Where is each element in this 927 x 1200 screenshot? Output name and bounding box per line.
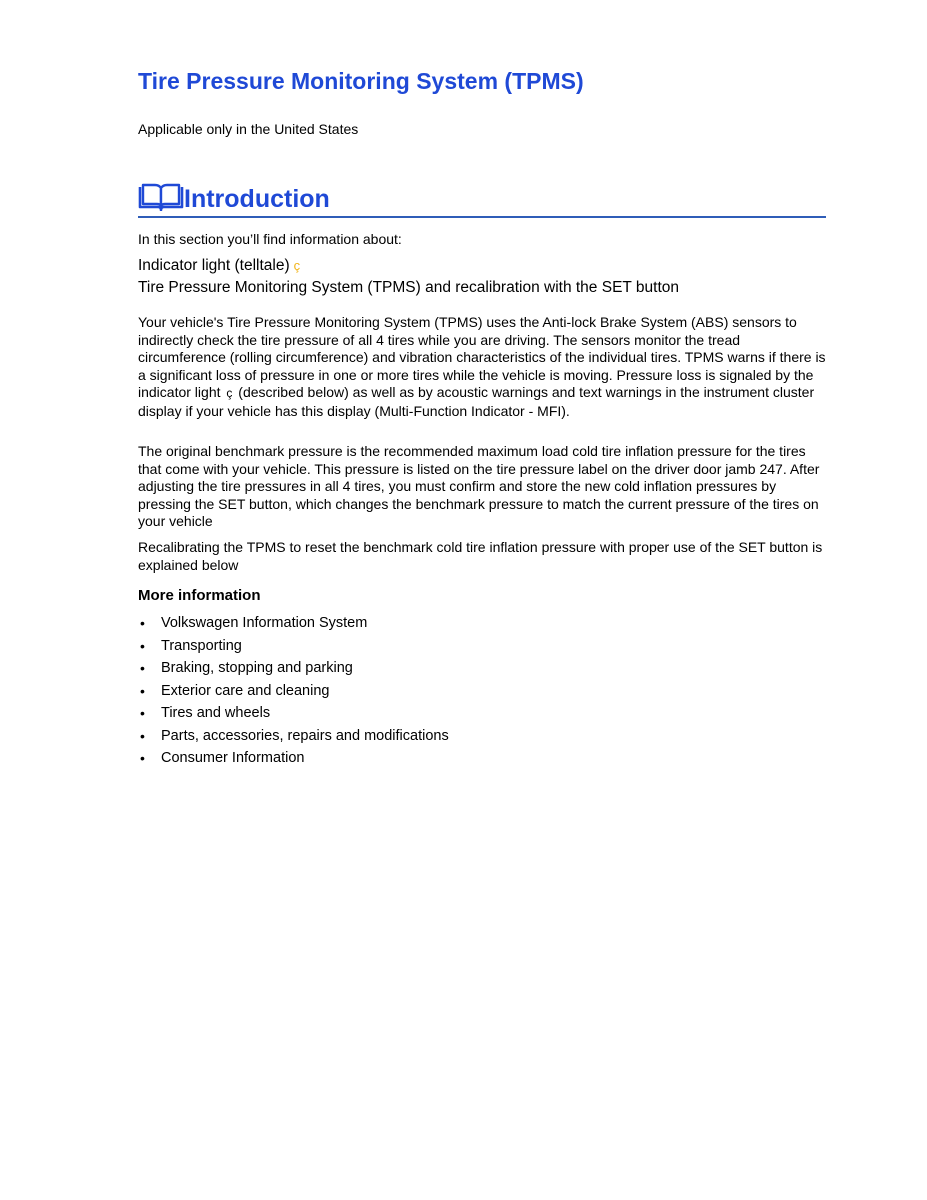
book-icon xyxy=(138,183,184,211)
tpms-warning-icon: ç xyxy=(293,258,301,273)
bullet: • xyxy=(140,637,145,654)
more-info-item-braking[interactable] xyxy=(138,659,449,682)
topic-link-indicator-light[interactable] xyxy=(138,257,300,275)
applicability-note: Applicable only in the United States xyxy=(138,121,359,137)
section-heading-text: Introduction xyxy=(184,185,330,213)
list-item-label: Tires and wheels xyxy=(161,705,271,721)
more-information-list xyxy=(138,614,449,772)
topic-link-tpms-recalibration[interactable] xyxy=(138,279,679,297)
more-info-item-exterior-care[interactable] xyxy=(138,682,449,705)
list-item-label: Consumer Information xyxy=(161,750,305,766)
bullet: • xyxy=(140,682,145,699)
intro-lead-text: In this section you’ll find information about: xyxy=(138,231,402,247)
section-heading-introduction xyxy=(138,180,826,218)
list-item-label: Exterior care and cleaning xyxy=(161,682,330,699)
paragraph-recalibration: Recalibrating the TPMS to reset the benchmark cold tire inflation pressure with proper use of the SET button is explained below xyxy=(138,539,823,573)
bullet: • xyxy=(140,705,145,721)
bullet: • xyxy=(140,727,145,744)
list-item-label: Braking, stopping and parking xyxy=(161,660,353,676)
topic-label: Tire Pressure Monitoring System (TPMS) and recalibration with the SET button xyxy=(138,279,679,296)
topic-label: Indicator light (telltale) xyxy=(138,257,290,274)
list-item-label: Transporting xyxy=(161,637,242,654)
more-information-heading: More information xyxy=(138,587,261,604)
list-item-label: Parts, accessories, repairs and modifications xyxy=(161,727,449,744)
paragraph-tpms-overview xyxy=(138,314,828,420)
list-item-label: Volkswagen Information System xyxy=(161,615,368,631)
more-info-item-volkswagen-information-system[interactable] xyxy=(138,614,449,637)
paragraph-benchmark-pressure: The original benchmark pressure is the recommended maximum load cold tire inflation pressure for the tires that come with your vehicle. This pressure is listed on the tire pressure label on the driver door jamb 247. After adjusting the tire pressures in all 4 tires, you must confirm and store the new cold inflation pressures by pressing the SET button, which changes the benchmark pressure to match the current pressure of the tires on your vehicle xyxy=(138,443,820,529)
paragraph-text: (described below) as well as by acoustic warnings and text warnings in the instrument cluster display if your vehicle has this display (Multi-Function Indicator - MFI). xyxy=(138,384,815,419)
more-info-item-consumer-information[interactable] xyxy=(138,749,449,772)
bullet: • xyxy=(140,660,145,676)
bullet: • xyxy=(140,750,145,766)
more-info-item-transporting[interactable] xyxy=(138,637,449,660)
bullet: • xyxy=(140,615,145,631)
paragraph-text: Your vehicle's Tire Pressure Monitoring System (TPMS) uses the Anti-lock Brake System (ABS) sensors to indirectly check the tire pressure of all 4 tires while you are driving. The sensors monitor the tread circumference (rolling circumference) and vibration characteristics of the individual tires. TPMS warns if there is a significant loss of pressure in one or more tires while the vehicle is moving. Pressure loss is signaled by the indicator light xyxy=(138,314,826,400)
tpms-warning-icon: ç xyxy=(226,386,233,400)
page-title: Tire Pressure Monitoring System (TPMS) xyxy=(138,68,584,94)
more-info-item-tires-and-wheels[interactable] xyxy=(138,704,449,727)
more-info-item-parts-accessories[interactable] xyxy=(138,727,449,750)
